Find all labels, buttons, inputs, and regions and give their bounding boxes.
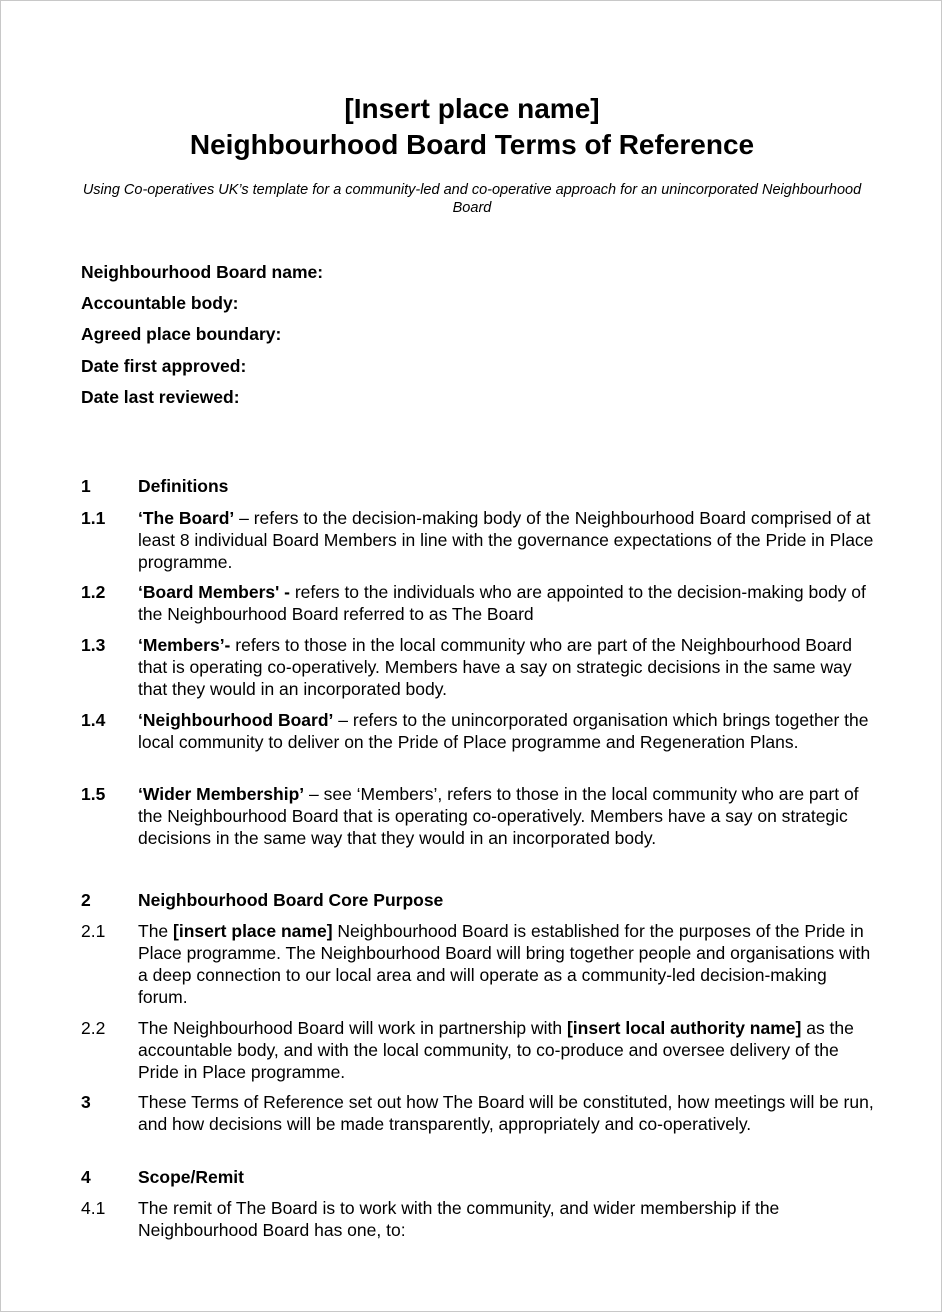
clause-text-post: as the accountable body, and with the local community, to co-produce and oversee delivery of the Pride in Place programme.: [138, 1018, 854, 1082]
clause-number: 1.4: [81, 710, 106, 730]
definition-text: – refers to the decision-making body of the Neighbourhood Board comprised of at least 8 individual Board Members in line with the governance expectations of the Pride in Place programme.: [138, 508, 874, 572]
section-heading-definitions: [81, 475, 881, 497]
clause-number: 2.2: [81, 1018, 106, 1038]
clause-number: 3: [81, 1092, 91, 1112]
definition-term: ‘Neighbourhood Board’: [138, 710, 334, 730]
clause-number: 1.3: [81, 635, 106, 655]
clause-text: These Terms of Reference set out how The Board will be constituted, how meetings will be run, and how decisions will be made transparently, appropriately and co-operatively.: [138, 1092, 874, 1134]
definition-1-1: [81, 507, 881, 573]
field-board-name: Neighbourhood Board name:: [81, 262, 324, 282]
definition-term: ‘Board Members' -: [138, 582, 290, 602]
clause-number: 4.1: [81, 1198, 106, 1218]
field-date-first-approved: Date first approved:: [81, 355, 247, 376]
clause-text: The remit of The Board is to work with the community, and wider membership if the Neighbourhood Board has one, to:: [138, 1198, 780, 1240]
definition-text: refers to the individuals who are appointed to the decision-making body of the Neighbourhood Board referred to as The Board: [138, 582, 866, 624]
clause-2-1: [81, 920, 881, 1008]
section-heading-text: Neighbourhood Board Core Purpose: [138, 890, 444, 910]
definition-1-5: [81, 783, 881, 849]
definition-1-3: [81, 634, 881, 700]
clause-number: 1.5: [81, 784, 106, 804]
definition-text: – refers to the unincorporated organisation which brings together the local community to deliver on the Pride of Place programme and Regeneration Plans.: [138, 710, 869, 752]
definition-1-2: [81, 581, 881, 625]
section-number: 2: [81, 890, 91, 910]
clause-2-2: [81, 1017, 881, 1083]
placeholder-local-authority: [insert local authority name]: [566, 1018, 802, 1038]
section-number: 1: [81, 476, 91, 496]
document-title-line1: [Insert place name]: [344, 93, 600, 124]
definition-term: ‘Wider Membership’: [138, 784, 305, 804]
board-details-fields: [81, 257, 323, 413]
clause-number: 2.1: [81, 921, 106, 941]
placeholder-place-name: [insert place name]: [173, 921, 333, 941]
clause-4-1: [81, 1197, 881, 1241]
section-heading-text: Scope/Remit: [138, 1167, 244, 1187]
field-date-last-reviewed: Date last reviewed:: [81, 386, 240, 407]
clause-3: [81, 1091, 881, 1135]
clause-text-pre: The Neighbourhood Board will work in partnership with: [138, 1018, 567, 1038]
clause-number: 1.1: [81, 508, 106, 528]
definition-text: refers to those in the local community who are part of the Neighbourhood Board that is operating co-operatively. Members have a say on strategic decisions in the same way that they would in an incorporated body.: [138, 635, 852, 699]
document-title-line2: Neighbourhood Board Terms of Reference: [189, 129, 755, 160]
section-number: 4: [81, 1167, 91, 1187]
section-heading-scope-remit: [81, 1166, 881, 1188]
definition-term: ‘The Board’: [138, 508, 235, 528]
clause-text-post: Neighbourhood Board is established for the purposes of the Pride in Place programme. The Neighbourhood Board will bring together people and organisations with a deep connection to our local area and will operate as a community-led decision-making forum.: [138, 921, 871, 1007]
field-accountable-body: Accountable body:: [81, 293, 239, 314]
definition-term: ‘Members’-: [138, 635, 231, 655]
clause-number: 1.2: [81, 582, 106, 602]
clause-text-pre: The: [138, 921, 174, 941]
section-heading-core-purpose: [81, 889, 881, 911]
document-subtitle: Using Co-operatives UK’s template for a community-led and co-operative approach for an unincorporated Neighbourhood Board: [82, 182, 862, 216]
section-heading-text: Definitions: [138, 476, 229, 496]
definition-text: – see ‘Members’, refers to those in the local community who are part of the Neighbourhood Board that is operating co-operatively. Members have a say on strategic decisions in the same way that they would in an incorporated body.: [138, 784, 859, 848]
field-place-boundary: Agreed place boundary:: [81, 324, 282, 345]
definition-1-4: [81, 709, 881, 753]
